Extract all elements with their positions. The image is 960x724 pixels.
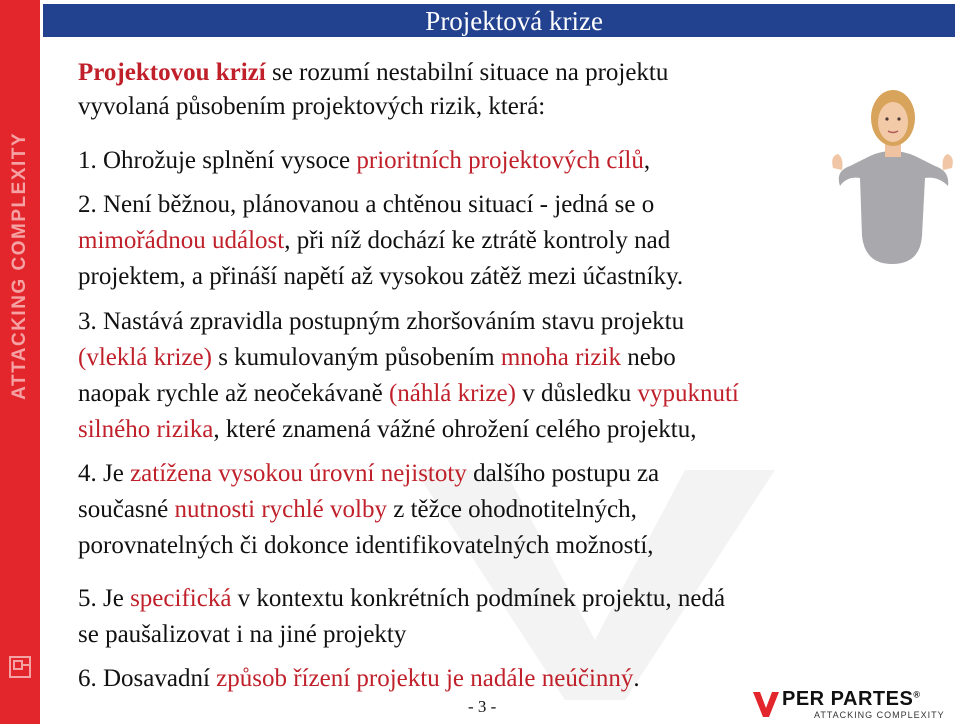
list-item-5-line-1: 5. Je specifická v kontextu konkrétních podmínek projektu, nedá — [78, 585, 726, 612]
intro-line-2: vyvolaná působením projektových rizik, která: — [78, 93, 546, 120]
list-item-4-line-2: současné nutnosti rychlé volby z těžce ohodnotitelných, — [78, 496, 637, 523]
shrugging-woman-photo-icon — [830, 86, 955, 266]
brand-tagline: ATTACKING COMPLEXITY — [814, 710, 945, 720]
slide-title: Projektová krize — [425, 6, 603, 36]
list-item-6: 6. Dosavadní způsob řízení projektu je nadále neúčinný. — [78, 665, 640, 692]
per-partes-v-logo-icon — [752, 690, 780, 718]
list-item-3-line-2: (vleklá krize) s kumulovaným působením mnoha rizik nebo — [78, 344, 676, 371]
brand-name: PER PARTES — [782, 688, 914, 710]
list-item-3-line-3: naopak rychle až neočekávaně (náhlá krize) v důsledku vypuknutí — [78, 380, 739, 407]
list-item-1: 1. Ohrožuje splnění vysoce prioritních projektových cílů, — [78, 147, 651, 174]
per-partes-logo — [752, 688, 957, 722]
title-bar — [43, 4, 955, 37]
list-item-3-line-1: 3. Nastává zpravidla postupným zhoršováním stavu projektu — [78, 308, 685, 335]
sidebar-slogan: ATTACKING COMPLEXITY — [9, 132, 30, 400]
brand-sidebar — [0, 0, 40, 724]
list-item-3-line-4: silného rizika, které znamená vážné ohrožení celého projektu, — [78, 416, 697, 443]
intro-line-1: Projektovou krizí se rozumí nestabilní situace na projektu — [78, 59, 669, 86]
list-item-4-line-1: 4. Je zatížena vysokou úrovní nejistoty dalšího postupu za — [78, 460, 660, 487]
page-number: - 3 - — [468, 697, 497, 716]
list-item-2-line-3: projektem, a přináší napětí až vysokou zátěž mezi účastníky. — [78, 263, 684, 290]
intro-term: Projektovou krizí — [78, 59, 266, 86]
list-item-4-line-3: porovnatelných či dokonce identifikovatelných možností, — [78, 532, 654, 559]
list-item-2-line-2: mimořádnou událost, při níž dochází ke ztrátě kontroly nad — [78, 227, 671, 254]
registered-mark: ® — [913, 689, 921, 700]
per-partes-square-logo-icon — [9, 656, 31, 678]
list-item-5-line-2: se paušalizovat i na jiné projekty — [78, 621, 407, 648]
list-item-2-line-1: 2. Není běžnou, plánovanou a chtěnou situací - jedná se o — [78, 191, 655, 218]
